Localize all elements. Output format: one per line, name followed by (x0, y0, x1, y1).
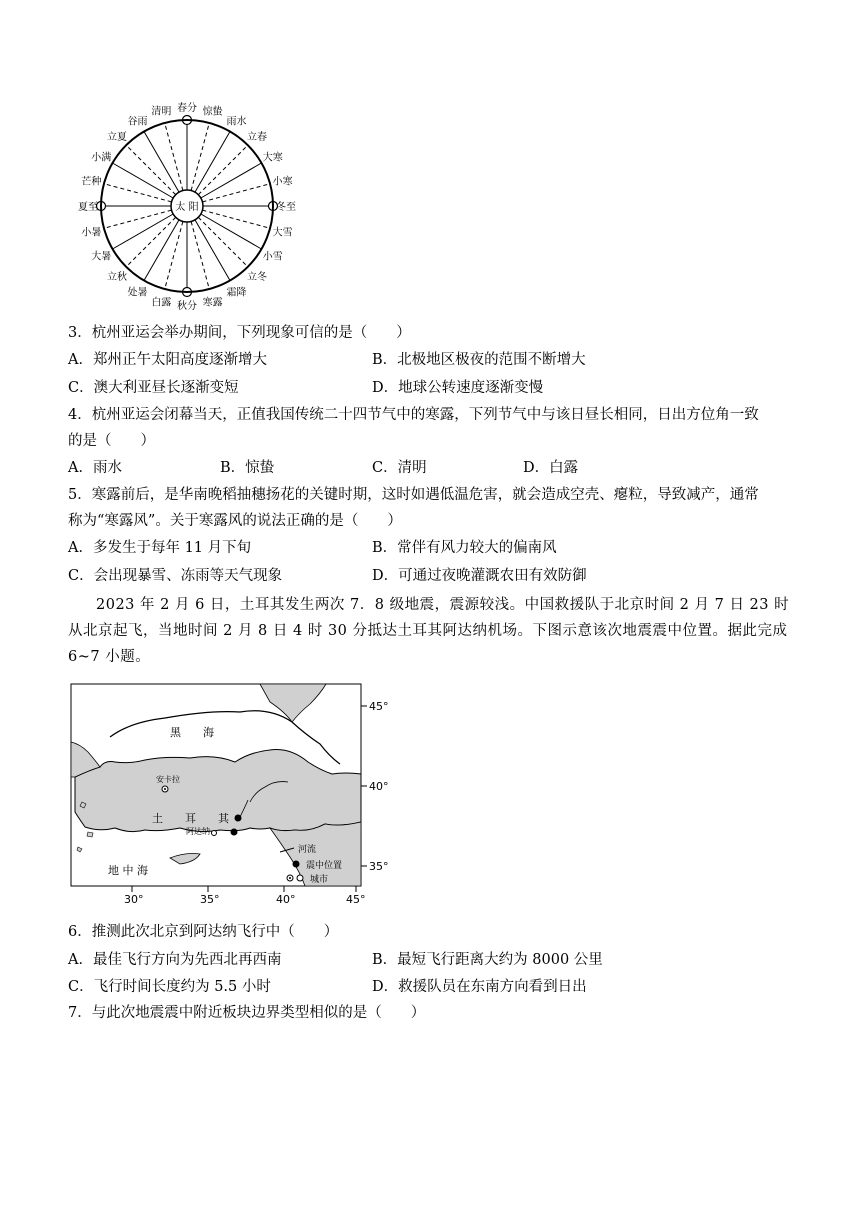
term-label-23: 清明 (151, 106, 172, 118)
q6-stem: 6．推测此次北京到阿达纳飞行中（ ） (68, 924, 339, 940)
spoke-19 (104, 184, 172, 202)
term-label-14: 处暑 (127, 287, 148, 299)
spoke-14 (144, 220, 179, 281)
q3-stem: 3．杭州亚运会举办期间，下列现象可信的是（ ） (68, 325, 411, 341)
q3-option-b[interactable]: B．北极地区极夜的范围不断增大 (372, 352, 586, 368)
legend-epicenter-label: 震中位置 (306, 861, 343, 871)
turkey-label: 土 耳 其 (152, 812, 229, 825)
legend-city-label: 城市 (310, 875, 329, 885)
q4-stem-line2: 的是（ ） (68, 433, 155, 449)
q3-option-d[interactable]: D．地球公转速度逐渐变慢 (372, 380, 544, 396)
q5-option-a[interactable]: A．多发生于每年 11 月下旬 (68, 540, 252, 556)
lon-label-30: 30° (124, 893, 144, 906)
epicenter-2 (231, 829, 238, 836)
term-label-6: 冬至 (276, 202, 296, 213)
passage-text: 2023 年 2 月 6 日，土耳其发生两次 7．8 级地震，震源较浅。中国救援队于北京时间 2 月 7 日 23 时从北京起飞，当地时间 2 月 8 日 4 时 30 分抵达土耳其阿达纳机场。下图示意该次地震震中位置。据此完成 6~7 小题。 (68, 597, 790, 665)
q6-option-b[interactable]: B．最短飞行距离大约为 8000 公里 (372, 952, 603, 968)
spoke-9 (198, 217, 247, 266)
solar-terms-diagram (70, 96, 310, 314)
spoke-3 (198, 145, 247, 194)
lat-label-40: 40° (369, 780, 389, 793)
spoke-5 (202, 184, 270, 202)
mediterranean-label: 地 中 海 (108, 864, 148, 877)
lon-label-40: 40° (276, 893, 296, 906)
term-label-18: 夏至 (78, 202, 98, 213)
term-label-2: 雨水 (226, 116, 247, 128)
term-label-9: 立冬 (247, 272, 268, 284)
passage (68, 592, 798, 670)
spoke-1 (191, 123, 209, 191)
term-label-8: 小雪 (262, 251, 283, 263)
q4-option-b[interactable]: B．惊蛰 (220, 460, 275, 476)
spoke-8 (201, 214, 262, 249)
ankara-label: 安卡拉 (156, 775, 180, 784)
q5-stem-line2: 称为“寒露风”。关于寒露风的说法正确的是（ ） (68, 513, 402, 529)
lat-label-45: 45° (369, 700, 389, 713)
term-label-11: 寒露 (202, 297, 223, 309)
term-label-21: 立夏 (106, 131, 127, 143)
term-label-3: 立春 (247, 131, 268, 143)
sun-label: 太 阳 (175, 202, 199, 213)
legend-epicenter-symbol (293, 861, 300, 868)
q6-option-c[interactable]: C．飞行时间长度约为 5.5 小时 (68, 979, 271, 995)
black-sea-label: 黑 海 (170, 726, 214, 739)
term-label-13: 白露 (151, 297, 172, 309)
adana-city-marker (212, 831, 217, 836)
term-label-17: 小暑 (81, 227, 102, 239)
q3-option-a[interactable]: A．郑州正午太阳高度逐渐增大 (68, 352, 267, 368)
spoke-20 (113, 163, 174, 198)
epicenter-1 (235, 815, 242, 822)
q4-option-c[interactable]: C．清明 (372, 460, 427, 476)
spoke-23 (165, 123, 183, 191)
spoke-2 (195, 132, 230, 193)
q3-option-c[interactable]: C．澳大利亚昼长逐渐变短 (68, 380, 239, 396)
turkey-earthquake-map (70, 682, 394, 906)
term-label-5: 小寒 (272, 176, 293, 188)
q6-option-d[interactable]: D．救援队员在东南方向看到日出 (372, 979, 587, 995)
spoke-15 (126, 217, 175, 266)
legend-river-label: 河流 (298, 845, 317, 855)
term-label-7: 大雪 (272, 227, 293, 239)
term-label-1: 惊蛰 (202, 106, 223, 118)
spoke-4 (201, 163, 262, 198)
lat-label-35: 35° (369, 860, 389, 873)
q4-stem-line1: 4．杭州亚运会闭幕当天，正值我国传统二十四节气中的寒露，下列节气中与该日昼长相同，日出方位角一致 (68, 407, 759, 423)
legend-city-symbol-2 (297, 875, 303, 881)
q7-stem: 7．与此次地震震中附近板块边界类型相似的是（ ） (68, 1005, 426, 1021)
adana-label: 阿达纳 (186, 827, 210, 836)
spoke-22 (144, 132, 179, 193)
term-label-0: 春分 (177, 103, 197, 114)
spoke-21 (126, 145, 175, 194)
spoke-16 (113, 214, 174, 249)
lon-label-45: 45° (346, 893, 366, 906)
q4-option-d[interactable]: D．白露 (523, 460, 579, 476)
q5-option-b[interactable]: B．常伴有风力较大的偏南风 (372, 540, 557, 556)
term-label-12: 秋分 (177, 301, 197, 312)
spoke-7 (202, 210, 270, 228)
term-label-20: 小满 (91, 152, 112, 164)
term-label-19: 芒种 (81, 176, 102, 188)
term-label-4: 大寒 (262, 152, 283, 164)
term-label-10: 霜降 (226, 287, 247, 299)
q5-option-d[interactable]: D．可通过夜晚灌溉农田有效防御 (372, 568, 587, 584)
term-label-22: 谷雨 (127, 116, 148, 128)
spoke-13 (165, 221, 183, 289)
q4-option-a[interactable]: A．雨水 (68, 460, 122, 476)
spoke-17 (104, 210, 172, 228)
q6-option-a[interactable]: A．最佳飞行方向为先西北再西南 (68, 952, 282, 968)
spoke-10 (195, 220, 230, 281)
q5-stem-line1: 5．寒露前后，是华南晚稻抽穗扬花的关键时期，这时如遇低温危害，就会造成空壳、瘪粒，导致减产，通常 (68, 487, 759, 503)
lon-label-35: 35° (200, 893, 220, 906)
term-label-16: 大暑 (91, 251, 112, 263)
q5-option-c[interactable]: C．会出现暴雪、冻雨等天气现象 (68, 568, 283, 584)
term-label-15: 立秋 (106, 272, 127, 284)
spoke-11 (191, 221, 209, 289)
